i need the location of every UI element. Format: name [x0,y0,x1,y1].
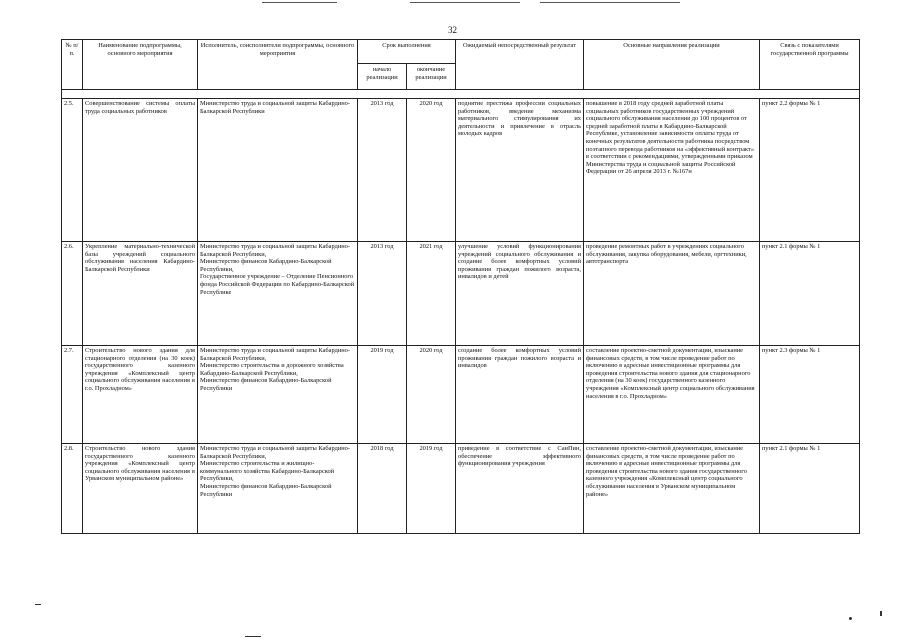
row-num: 2.5. [62,99,83,242]
row-executor: Министерство труда и социальной защиты Кабардино-Балкарской Республики, Министерство строительства и жилищно-коммунального хозяйства Кабардино-Балкарской Республики, Министерство финансов Кабардино-Балкарской Республики [198,444,358,534]
row-end: 2020 год [407,346,456,444]
row-end: 2019 год [407,444,456,534]
row-num: 2.7. [62,346,83,444]
header-name: Наименование подпрограммы, основного мероприятия [83,40,198,90]
row-directions: повышение в 2018 году средней заработной платы социальных работников государственных учреждений социального обслуживания населения до 100 процентов от средней заработной платы в Кабардино-Балкарской Республике, установление зависимости оплаты труда от конечных результатов деятельности работника посредством поэтапного перевода работников на «эффективный контракт» в соответствии с рекомендациями, утвержденными приказом Министерства труда и социальной защиты Российской Федерации от 26 апреля 2013 г. №167н [584,99,760,242]
scan-mark-left [35,604,41,605]
top-rule-left [262,2,337,3]
row-link: пункт 2.1 формы № 1 [760,444,860,534]
row-directions: составление проектно-сметной документации, изыскание финансовых средств, в том числе проведение работ по включению в адресные инвестиционные программы для проведения строительства нового здания государственного казенного учреждения «Комплексный центр социального обслуживания населения в Урванском муниципальном районе» [584,444,760,534]
header-term-start: начало реализации [358,64,407,90]
top-rule-right [540,2,680,3]
header-link: Связь с показателями государственной программы [760,40,860,90]
row-result: улучшение условий функционирования учреждений социального обслуживания и создание более комфортных условий проживания граждан пожилого возраста, инвалидов и детей [456,242,584,346]
row-executor: Министерство труда и социальной защиты Кабардино-Балкарской Республики, Министерство строительства и дорожного хозяйства Кабардино-Балкарской Республики, Министерство финансов Кабардино-Балкарской Республики [198,346,358,444]
row-link: пункт 2.1 формы № 1 [760,242,860,346]
table-row [62,346,860,444]
row-start: 2019 год [358,346,407,444]
row-start: 2018 год [358,444,407,534]
table-row [62,444,860,534]
header-result: Ожидаемый непосредственный результат [456,40,584,90]
scan-mark-right-1 [849,617,852,620]
header-directions: Основные направления реализации [584,40,760,90]
row-end: 2021 год [407,242,456,346]
row-result: приведение в соответствие с СанПин, обеспечение эффективного функционирования учреждения [456,444,584,534]
scan-mark-bottom [245,636,261,637]
row-end: 2020 год [407,99,456,242]
table-row [62,242,860,346]
header-term-end: окончание реализации [407,64,456,90]
scan-mark-right-2 [880,611,882,616]
row-result: создание более комфортных условий проживания граждан пожилого возраста и инвалидов [456,346,584,444]
table-row [62,99,860,242]
row-name: Строительство нового здания для стационарного отделения (на 30 коек) государственного казенного учреждения «Комплексный центр социального обслуживания населения в г.о. Прохладном» [83,346,198,444]
row-directions: проведение ремонтных работ в учреждениях социального обслуживания, закупка оборудования, мебели, оргтехники, автотранспорта [584,242,760,346]
row-result: поднятие престижа профессии социальных работников, введение механизма материального стимулирования их деятельности и привлечение в отрасль молодых кадров [456,99,584,242]
header-term: Срок выполнения [358,40,456,64]
row-executor: Министерство труда и социальной защиты Кабардино-Балкарской Республики [198,99,358,242]
spacer-row [62,90,860,99]
row-num: 2.6. [62,242,83,346]
row-name: Укрепление материально-технической базы учреждений социального обслуживания населения Кабардино-Балкарской Республики [83,242,198,346]
header-num: № п/п. [62,40,83,90]
row-link: пункт 2.2 формы № 1 [760,99,860,242]
row-link: пункт 2.3 формы № 1 [760,346,860,444]
top-rule-mid [410,2,520,3]
row-start: 2013 год [358,242,407,346]
row-name: Совершенствование системы оплаты труда социальных работников [83,99,198,242]
row-num: 2.8. [62,444,83,534]
program-table [61,39,860,534]
header-executor: Исполнитель, соисполнители подпрограммы, основного мероприятия [198,40,358,90]
header-row [62,40,860,64]
row-executor: Министерство труда и социальной защиты Кабардино-Балкарской Республики, Министерство финансов Кабардино-Балкарской Республики, Государственное учреждение – Отделение Пенсионного фонда Российской Федерации по Кабардино-Балкарской Республике [198,242,358,346]
row-start: 2013 год [358,99,407,242]
page-number: 32 [448,25,457,35]
row-name: Строительство нового здания государственного казенного учреждения «Комплексный центр социального обслуживания населения в Урванском муниципальном районе» [83,444,198,534]
row-directions: составление проектно-сметной документации, изыскание финансовых средств, в том числе проведение работ по включению в адресные инвестиционные программы для проведения строительства нового здания для стационарного отделения (на 30 коек) государственного казенного учреждения «Комплексный центр социального обслуживания населения в г.о. Прохладном» [584,346,760,444]
